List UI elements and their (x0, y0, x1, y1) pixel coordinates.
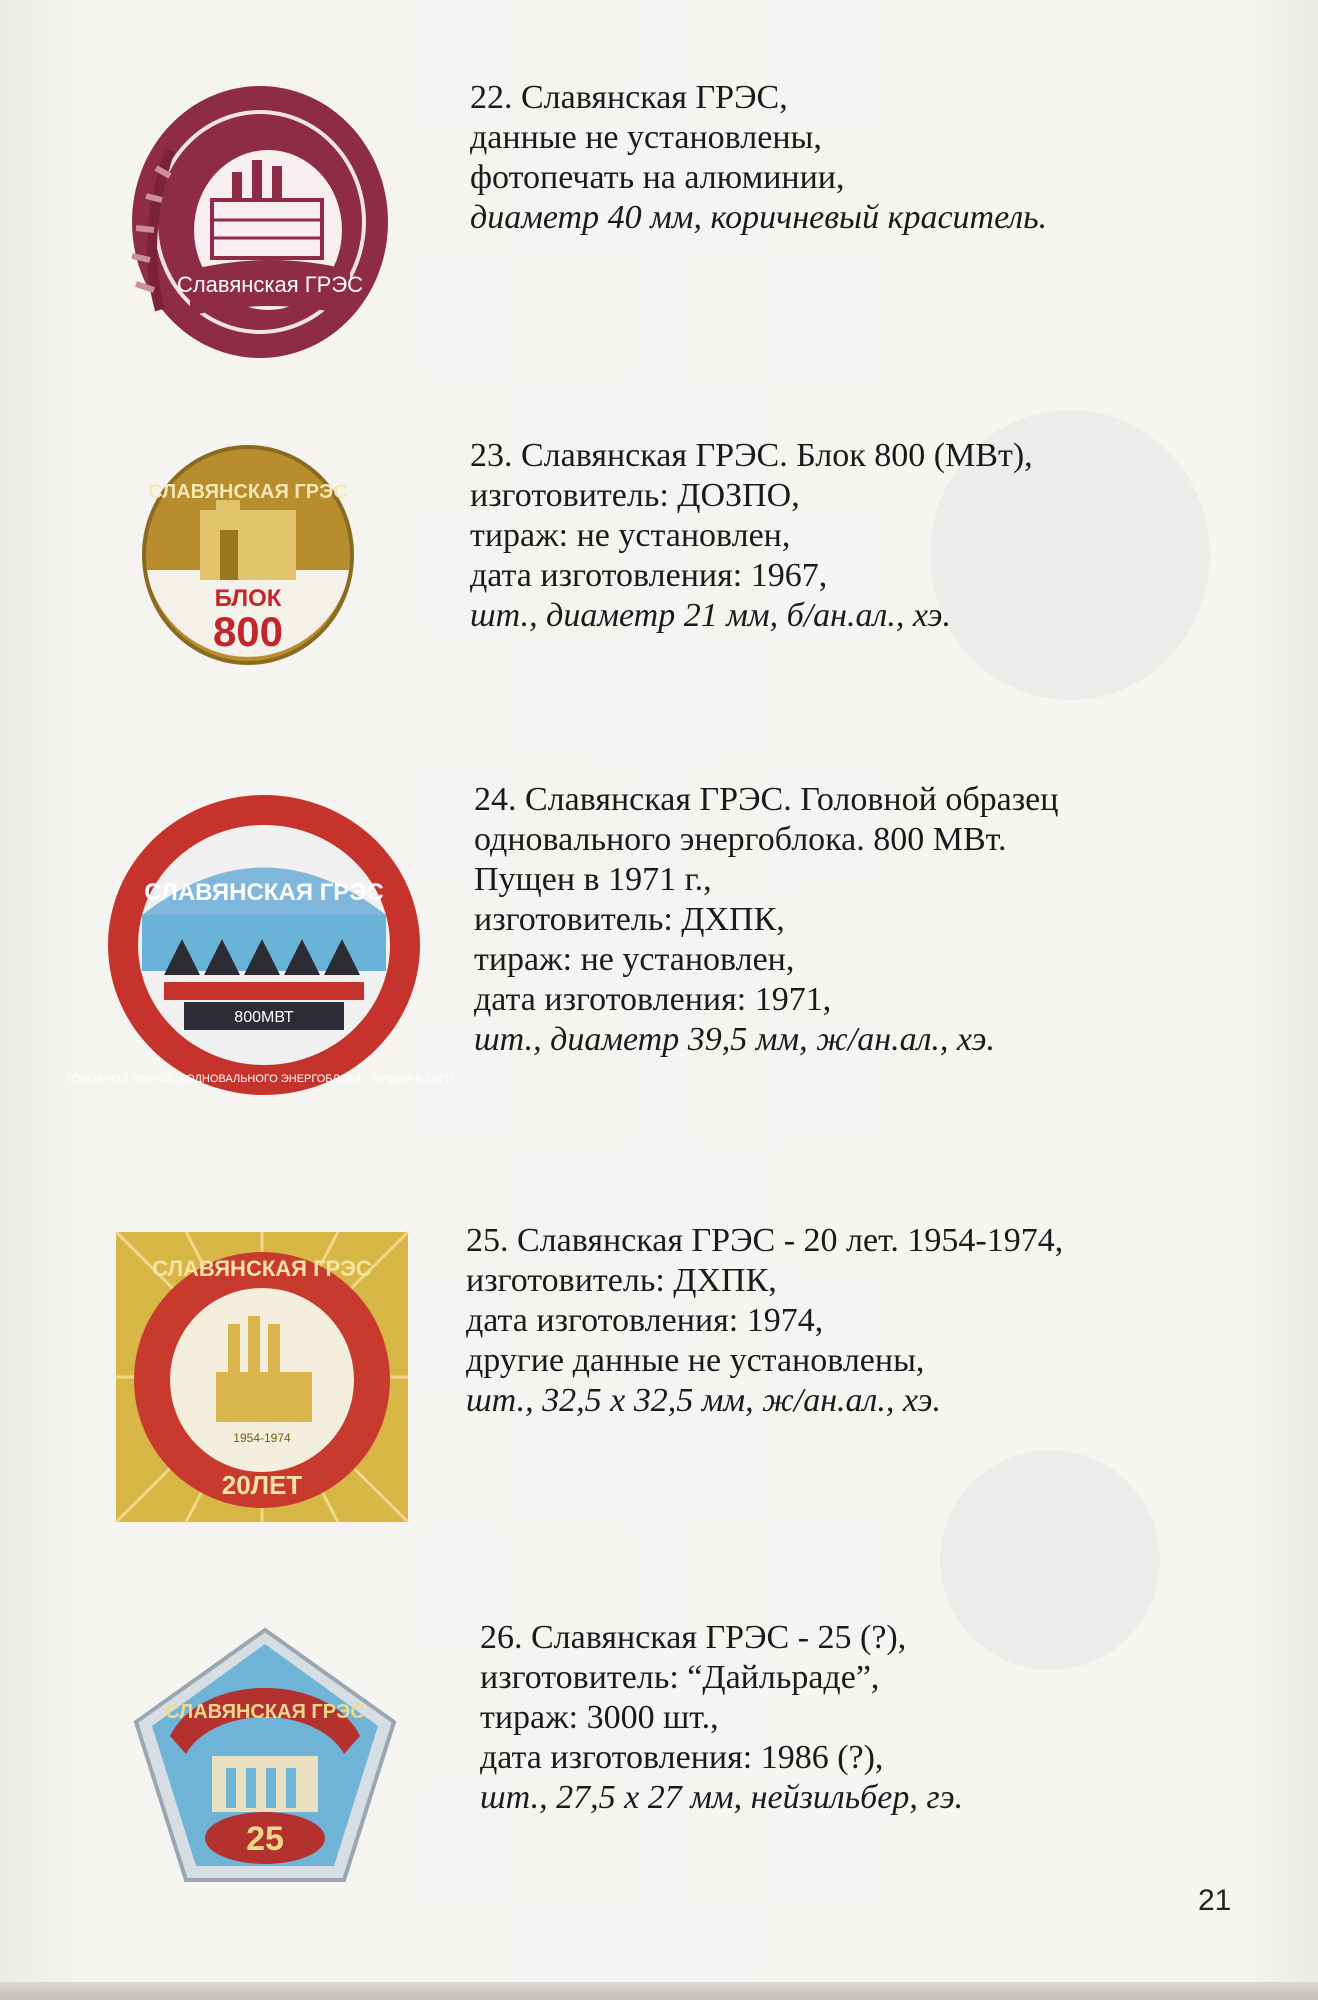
badge-24-power: 800МВТ (234, 1009, 294, 1026)
badge-22-text: Славянская ГРЭС (176, 272, 364, 297)
badge-24-image (67, 790, 461, 1100)
badge-23-line1: БЛОК (214, 585, 282, 612)
badge-25-bottom-text: 20ЛЕТ (221, 1470, 303, 1500)
badge-24-ring-text: ГОЛОВНОЙ ОБРАЗЕЦ ОДНОВАЛЬНОГО ЭНЕРГОБЛОКА · ПУЩЕН В 1971г · (67, 1073, 461, 1085)
page-number: 21 (1198, 1884, 1232, 1917)
entry-24-line-4: изготовитель: ДХПК, (474, 901, 785, 938)
entry-25-line-4: другие данные не установлены, (466, 1342, 925, 1379)
badge-23-image (138, 440, 358, 670)
entry-24-note: шт., диаметр 39,5 мм, ж/ан.ал., хэ. (474, 1021, 996, 1058)
entry-23 (470, 436, 1033, 636)
entry-26-line-3: тираж: 3000 шт., (480, 1699, 719, 1736)
entry-22 (470, 78, 1047, 238)
badge-25-ring-text: СЛАВЯНСКАЯ ГРЭС (152, 1256, 372, 1281)
entry-23-note: шт., диаметр 21 мм, б/ан.ал., хэ. (470, 597, 951, 634)
entry-24 (474, 780, 1058, 1060)
badge-25-years: 1954-1974 (233, 1431, 291, 1445)
bleed-through-circle (940, 1450, 1160, 1670)
page-bottom-edge (0, 1982, 1318, 2000)
entry-25-note: шт., 32,5 х 32,5 мм, ж/ан.ал., хэ. (466, 1382, 942, 1419)
entry-26-line-1: 26. Славянская ГРЭС - 25 (?), (480, 1619, 907, 1656)
entry-26-note: шт., 27,5 х 27 мм, нейзильбер, гэ. (480, 1779, 964, 1816)
entry-25-line-2: изготовитель: ДХПК, (466, 1262, 777, 1299)
entry-22-line-3: фотопечать на алюминии, (470, 159, 845, 196)
badge-26-image (130, 1626, 400, 1886)
entry-26-line-4: дата изготовления: 1986 (?), (480, 1739, 884, 1776)
entry-24-line-6: дата изготовления: 1971, (474, 981, 832, 1018)
entry-22-note: диаметр 40 мм, коричневый краситель. (470, 199, 1048, 236)
entry-23-line-2: изготовитель: ДОЗПО, (470, 477, 800, 514)
badge-23-line2: 800 (212, 608, 284, 655)
entry-25-line-3: дата изготовления: 1974, (466, 1302, 824, 1339)
entry-24-line-1: 24. Славянская ГРЭС. Головной образец (474, 781, 1059, 818)
entry-22-line-1: 22. Славянская ГРЭС, (470, 79, 788, 116)
entry-23-line-3: тираж: не установлен, (470, 517, 791, 554)
entry-23-line-1: 23. Славянская ГРЭС. Блок 800 (МВт), (470, 437, 1033, 474)
badge-26-arc-text: СЛАВЯНСКАЯ ГРЭС (165, 1701, 365, 1723)
badge-24-inner-text: СЛАВЯНСКАЯ ГРЭС (144, 879, 384, 906)
entry-24-line-2: одновального энергоблока. 800 МВт. (474, 821, 1007, 858)
entry-26-line-2: изготовитель: “Дайльраде”, (480, 1659, 880, 1696)
entry-26 (480, 1618, 963, 1818)
entry-24-line-5: тираж: не установлен, (474, 941, 795, 978)
entry-25-line-1: 25. Славянская ГРЭС - 20 лет. 1954-1974, (466, 1222, 1064, 1259)
entry-23-line-4: дата изготовления: 1967, (470, 557, 828, 594)
badge-23-top-text: СЛАВЯНСКАЯ ГРЭС (148, 481, 348, 503)
entry-24-line-3: Пущен в 1971 г., (474, 861, 712, 898)
entry-22-line-2: данные не установлены, (470, 119, 822, 156)
badge-22-image (120, 80, 390, 360)
badge-26-number: 25 (246, 1820, 284, 1858)
badge-25-image (116, 1232, 408, 1522)
entry-25 (466, 1221, 1063, 1421)
